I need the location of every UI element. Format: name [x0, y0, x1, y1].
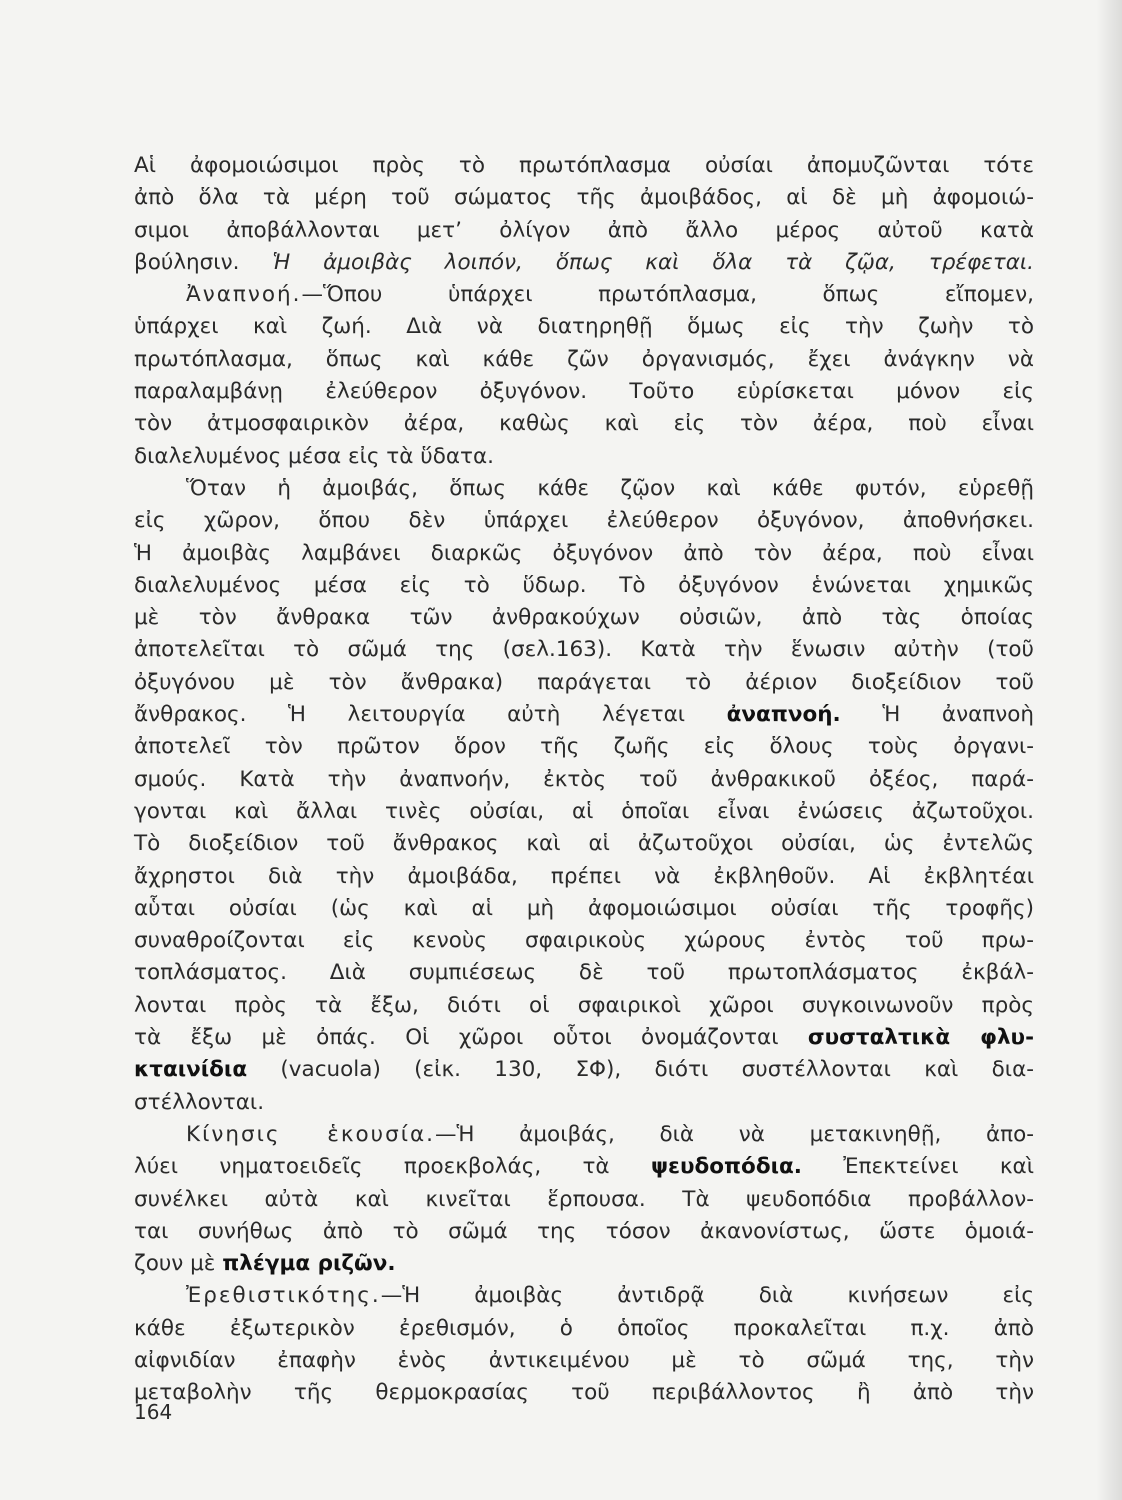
bold-term-pseudopodia: ψευδοπόδια.	[650, 1154, 802, 1180]
text-line: γονται καὶ ἄλλαι τινὲς οὐσίαι, αἱ ὁποῖαι εἶναι ἐνώσεις ἀζωτοῦχοι.	[134, 798, 1034, 824]
text-run: Ἡ ἀναπνοὴ	[840, 702, 1034, 728]
text-line: διαλελυμένος μέσα εἰς τὰ ὕδατα.	[134, 443, 494, 469]
text-run: —Ἡ ἀμοιβάς, διὰ νὰ μετακινηθῇ, ἀπο-	[435, 1121, 1035, 1147]
text-line	[134, 247, 1034, 279]
text-line: ἀπὸ ὅλα τὰ μέρη τοῦ σώματος τῆς ἀμοιβάδος, αἱ δὲ μὴ ἀφομοιώ-	[134, 185, 1034, 211]
page-body	[134, 150, 1034, 1410]
section-heading-line	[134, 1119, 1034, 1151]
text-run: Ἐπεκτείνει καὶ	[801, 1154, 1034, 1180]
text-line: παραλαμβάνῃ ἐλεύθερον ὀξυγόνον. Τοῦτο εὑρίσκεται μόνον εἰς	[134, 379, 1034, 405]
text-line: μὲ τὸν ἄνθρακα τῶν ἀνθρακούχων οὐσιῶν, ἀπὸ τὰς ὁποίας	[134, 605, 1034, 631]
italic-summary: Ἡ ἀμοιβὰς λοιπόν, ὅπως καὶ ὅλα τὰ ζῷα, τρέφεται.	[272, 249, 1034, 275]
bold-term-anapnoi: ἀναπνοή.	[726, 702, 841, 728]
text-line: ἀποτελεῖ τὸν πρῶτον ὅρον τῆς ζωῆς εἰς ὅλους τοὺς ὀργανι-	[134, 734, 1034, 760]
text-line: Ἡ ἀμοιβὰς λαμβάνει διαρκῶς ὀξυγόνον ἀπὸ τὸν ἀέρα, ποὺ εἶναι	[134, 540, 1034, 566]
text-line: ἀποτελεῖται τὸ σῶμά της (σελ.163). Κατὰ τὴν ἕνωσιν αὐτὴν (τοῦ	[134, 637, 1034, 663]
text-line: ται συνήθως ἀπὸ τὸ σῶμά της τόσον ἀκανονίστως, ὥστε ὁμοιά-	[134, 1218, 1034, 1244]
text-line: μεταβολὴν τῆς θερμοκρασίας τοῦ περιβάλλοντος ἢ ἀπὸ τὴν	[134, 1380, 1034, 1406]
section-title-kinisis: Κίνησις ἑκουσία.	[186, 1121, 436, 1147]
section-title-anapnoi: Ἀναπνοή.	[186, 282, 302, 308]
text-run: —Ἡ ἀμοιβὰς ἀντιδρᾷ διὰ κινήσεων εἰς	[380, 1283, 1034, 1309]
text-line: Αἱ ἀφομοιώσιμοι πρὸς τὸ πρωτόπλασμα οὐσίαι ἀπομυζῶνται τότε	[134, 153, 1034, 178]
text-line: Τὸ διοξείδιον τοῦ ἄνθρακος καὶ αἱ ἀζωτοῦχοι οὐσίαι, ὡς ἐντελῶς	[134, 831, 1034, 857]
text-run: λύει νηματοειδεῖς προεκβολάς, τὰ	[134, 1154, 651, 1180]
text-line: πρωτόπλασμα, ὅπως καὶ κάθε ζῶν ὀργανισμός, ἔχει ἀνάγκην νὰ	[134, 346, 1034, 372]
text-line: ὑπάρχει καὶ ζωή. Διὰ νὰ διατηρηθῇ ὅμως εἰς τὴν ζωὴν τὸ	[134, 314, 1034, 340]
section-heading-line	[134, 1280, 1034, 1312]
text-line	[134, 699, 1034, 731]
text-line: συνέλκει αὐτὰ καὶ κινεῖται ἕρπουσα. Τὰ ψευδοπόδια προβάλλον-	[134, 1186, 1034, 1212]
text-line: σμούς. Κατὰ τὴν ἀναπνοήν, ἐκτὸς τοῦ ἀνθρακικοῦ ὀξέος, παρά-	[134, 766, 1034, 792]
bold-term-systaltika: συσταλτικὰ φλυ-	[807, 1025, 1035, 1051]
text-line: σιμοι ἀποβάλλονται μετ’ ὀλίγον ἀπὸ ἄλλο μέρος αὐτοῦ κατὰ	[134, 217, 1034, 243]
text-line: ὀξυγόνου μὲ τὸν ἄνθρακα) παράγεται τὸ ἀέριον διοξείδιον τοῦ	[134, 669, 1034, 695]
text-line: αὗται οὐσίαι (ὡς καὶ αἱ μὴ ἀφομοιώσιμοι οὐσίαι τῆς τροφῆς)	[134, 895, 1034, 921]
text-line: τοπλάσματος. Διὰ συμπιέσεως δὲ τοῦ πρωτοπλάσματος ἐκβάλ-	[134, 960, 1034, 986]
text-line: αἰφνιδίαν ἐπαφὴν ἑνὸς ἀντικειμένου μὲ τὸ σῶμά της, τὴν	[134, 1347, 1034, 1373]
text-line: στέλλονται.	[134, 1089, 265, 1115]
text-run: —Ὅπου ὑπάρχει πρωτόπλασμα, ὅπως εἴπομεν,	[301, 282, 1034, 308]
text-run: ζουν μὲ	[134, 1251, 223, 1277]
scan-edge-shadow	[1096, 0, 1122, 1500]
text-line: Ὅταν ἡ ἀμοιβάς, ὅπως κάθε ζῷον καὶ κάθε φυτόν, εὑρεθῇ	[186, 475, 1034, 501]
text-line	[134, 1248, 1034, 1280]
text-line	[134, 1151, 1034, 1183]
page-number: 164	[134, 1400, 173, 1424]
bold-term-fluktainidia: κταινίδια	[134, 1057, 248, 1083]
text-line: συναθροίζονται εἰς κενοὺς σφαιρικοὺς χώρους ἐντὸς τοῦ πρω-	[134, 928, 1034, 954]
text-line: ἄχρηστοι διὰ τὴν ἀμοιβάδα, πρέπει νὰ ἐκβληθοῦν. Αἱ ἐκβλητέαι	[134, 863, 1034, 889]
bold-term-plegma: πλέγμα ριζῶν.	[222, 1251, 396, 1277]
text-run: τὰ ἔξω μὲ ὀπάς. Οἱ χῶροι οὗτοι ὀνομάζονται	[134, 1025, 808, 1051]
text-line	[134, 1054, 1034, 1086]
text-run: (vacuola) (εἰκ. 130, ΣΦ), διότι συστέλλονται καὶ δια-	[247, 1057, 1034, 1083]
section-heading-line	[134, 279, 1034, 311]
text-line: λονται πρὸς τὰ ἔξω, διότι οἱ σφαιρικοὶ χῶροι συγκοινωνοῦν πρὸς	[134, 992, 1034, 1018]
text-run: ἄνθρακος. Ἡ λειτουργία αὐτὴ λέγεται	[134, 702, 727, 728]
text-line: κάθε ἐξωτερικὸν ἐρεθισμόν, ὁ ὁποῖος προκαλεῖται π.χ. ἀπὸ	[134, 1315, 1034, 1341]
text-line: τὸν ἀτμοσφαιρικὸν ἀέρα, καθὼς καὶ εἰς τὸν ἀέρα, ποὺ εἶναι	[134, 411, 1034, 437]
text-line	[134, 1022, 1034, 1054]
text-run: βούλησιν.	[134, 249, 273, 275]
section-title-erethistikotis: Ἐρεθιστικότης.	[186, 1283, 381, 1309]
text-line: εἰς χῶρον, ὅπου δὲν ὑπάρχει ἐλεύθερον ὀξυγόνον, ἀποθνήσκει.	[134, 508, 1034, 534]
text-line: διαλελυμένος μέσα εἰς τὸ ὕδωρ. Τὸ ὀξυγόνον ἑνώνεται χημικῶς	[134, 572, 1034, 598]
